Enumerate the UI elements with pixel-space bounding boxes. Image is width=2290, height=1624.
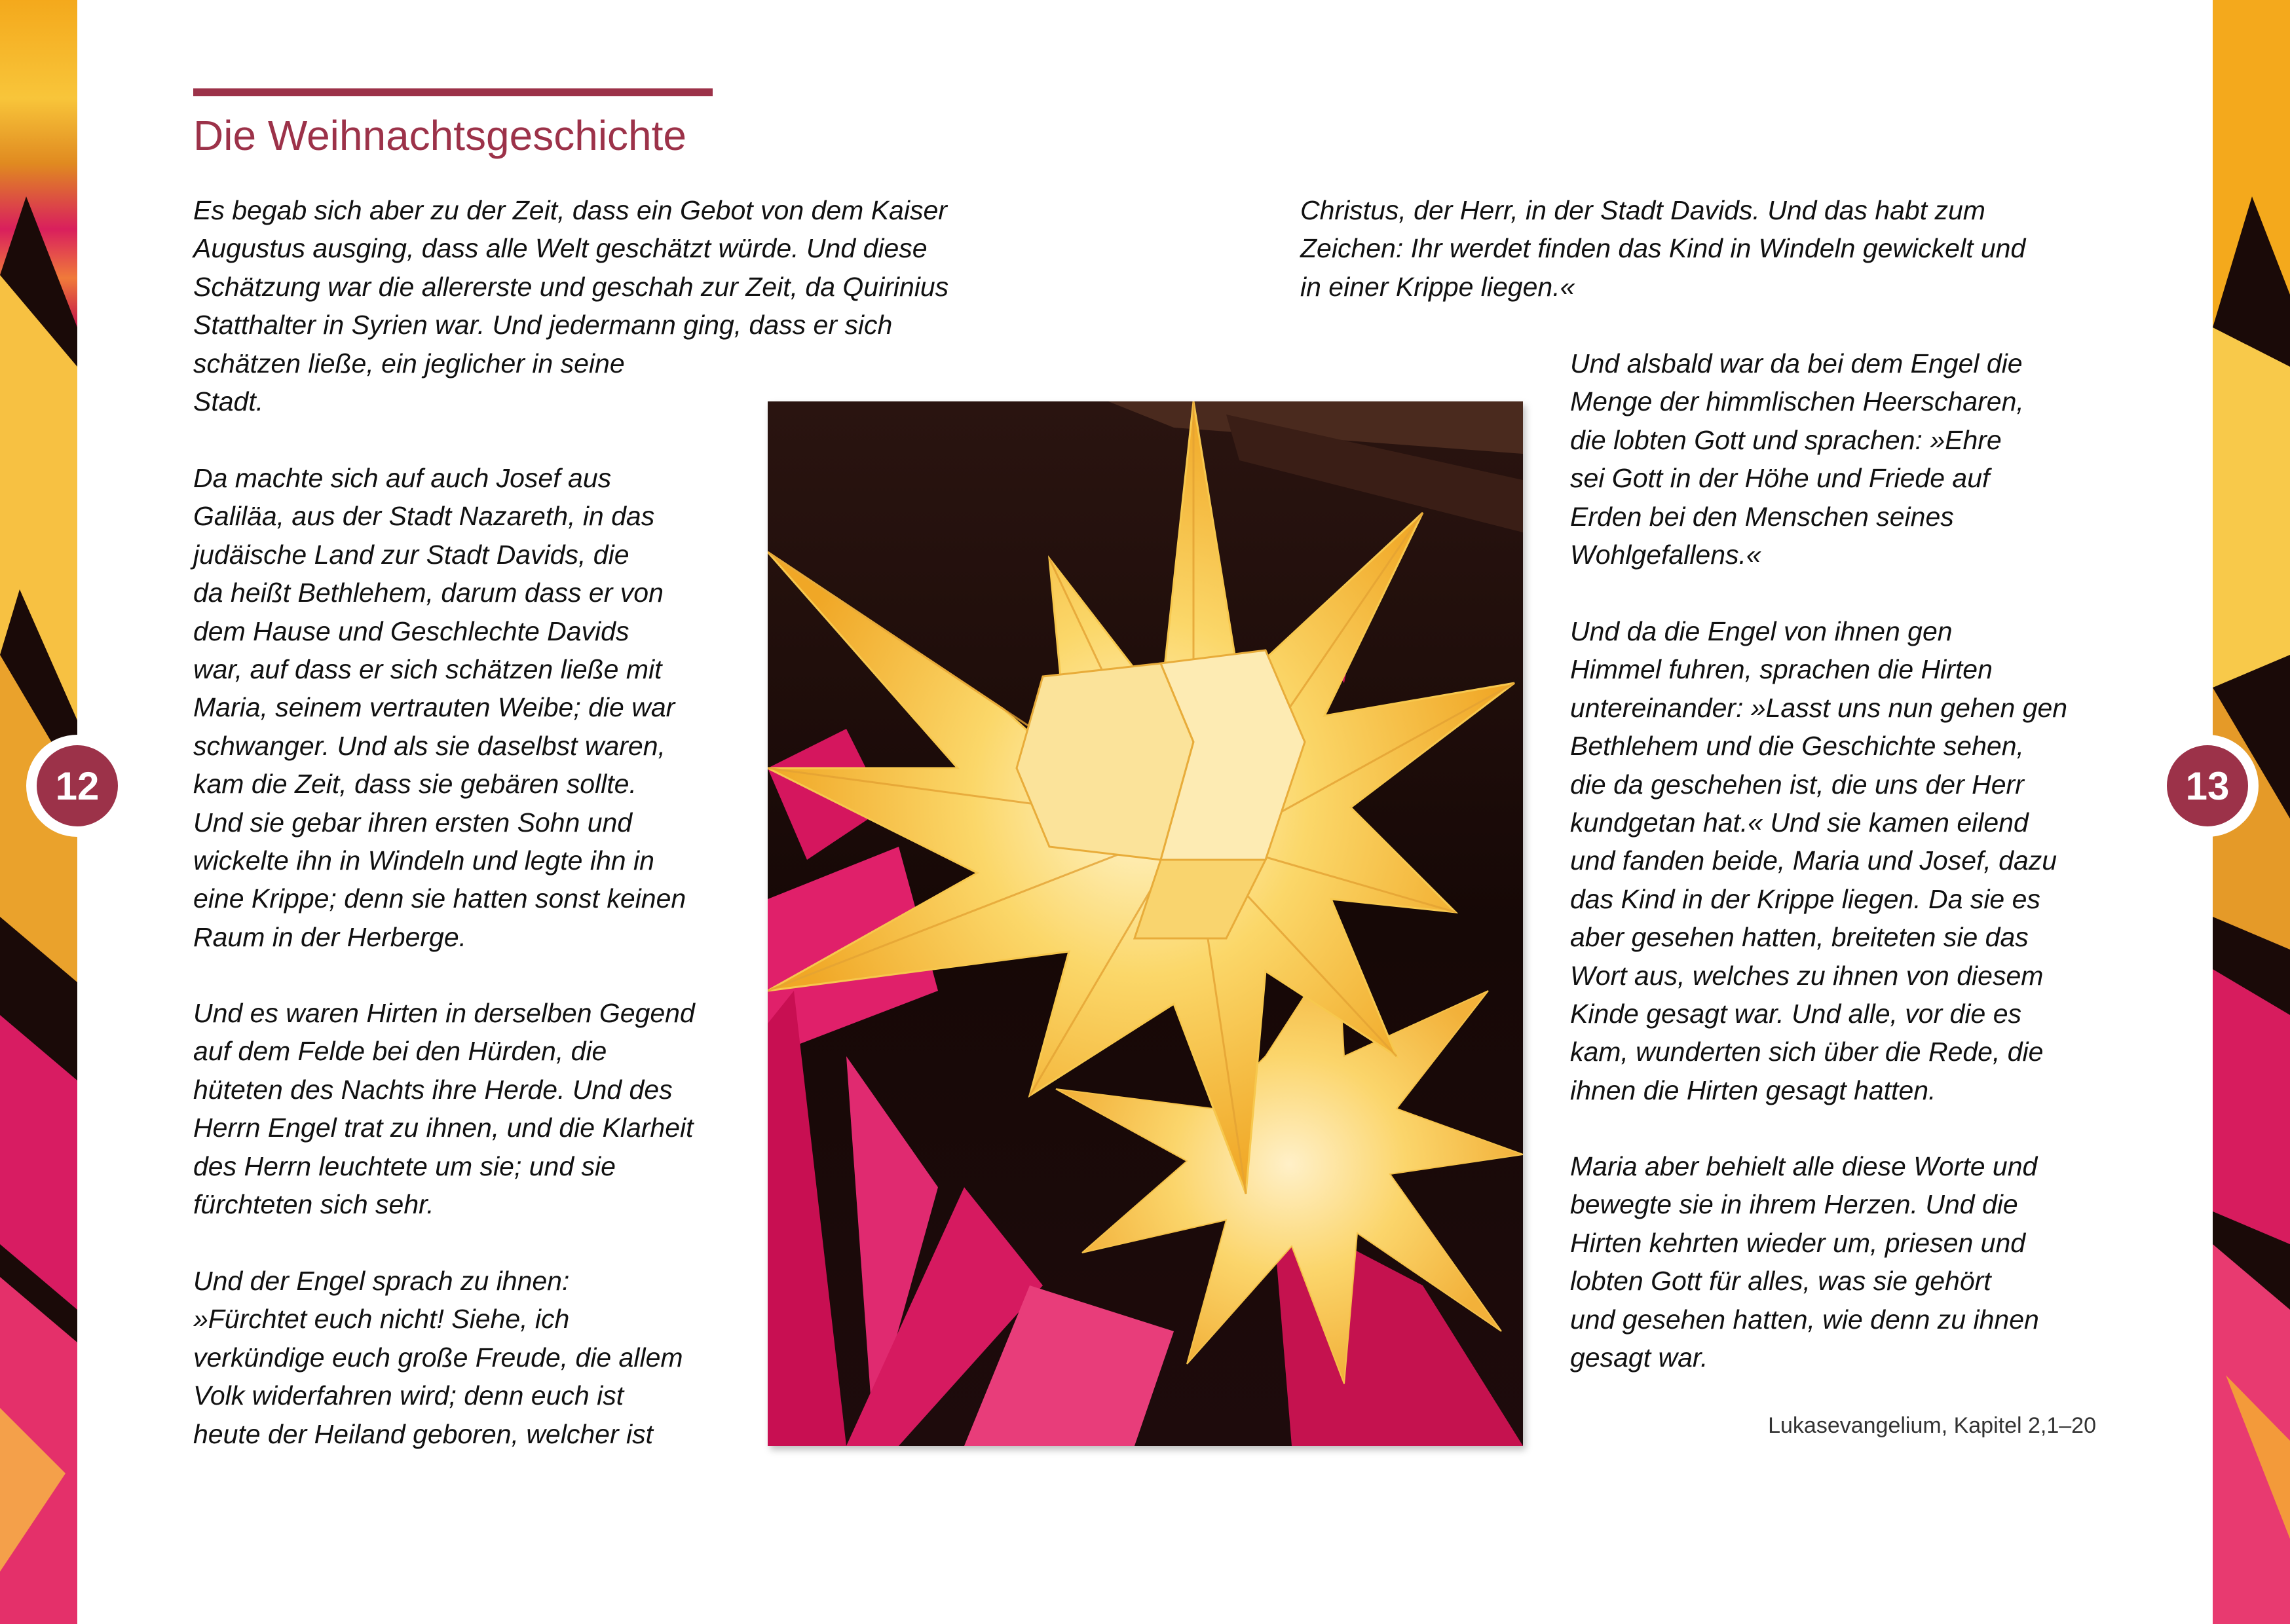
right-paragraph-2: Und alsbald war da bei dem Engel die Menge der himmlischen Heerscharen, die lobten Gott und sprachen: »Ehre sei Gott in der Höhe und Friede auf Erden bei den Menschen seines Wohlgefallens.« bbox=[1570, 348, 2024, 570]
page-title: Die Weihnachtsgeschichte bbox=[193, 112, 686, 159]
right-paragraph-4: Maria aber behielt alle diese Worte und bewegte sie in ihrem Herzen. Und die Hirten kehrten wieder um, priesen und lobten Gott für alles, was sie gehört und gesehen hatten, wie denn zu ihnen gesagt war. bbox=[1570, 1151, 2039, 1373]
page-number-right: 13 bbox=[2167, 745, 2248, 826]
left-paragraph-4: Und der Engel sprach zu ihnen: »Fürchtet euch nicht! Siehe, ich verkündige euch große Freude, die allem Volk widerfahren wird; denn euch ist heute der Heiland geboren, welcher ist bbox=[193, 1266, 683, 1449]
page-number-badge-right bbox=[2156, 735, 2259, 837]
page-number-left: 12 bbox=[37, 745, 118, 826]
right-paragraph-3: Und da die Engel von ihnen gen Himmel fuhren, sprachen die Hirten untereinander: »Lasst uns nun gehen gen Bethlehem und die Geschichte sehen, die da geschehen ist, die uns der Herr kundgetan hat.« Und sie kamen eilend und fanden beide, Maria und Josef, dazu das Kind in der Krippe liegen. Da sie es aber gesehen hatten, breiteten sie das Wort aus, welches zu ihnen von diesem Kinde gesagt war. Und alle, vor die es kam, wunderten sich über die Rede, die ihnen die Hirten gesagt hatten. bbox=[1570, 616, 2068, 1105]
scripture-source: Lukasevangelium, Kapitel 2,1–20 bbox=[1768, 1413, 2096, 1438]
page-number-badge-left bbox=[26, 735, 128, 837]
star-lanterns-photo bbox=[768, 401, 1523, 1446]
title-rule bbox=[193, 88, 713, 96]
left-paragraph-2: Da machte sich auf auch Josef aus Galiläa, aus der Stadt Nazareth, in das judäische Land zur Stadt Davids, die da heißt Bethlehem, darum dass er von dem Hause und Geschlechte Davids war, auf dass er sich schätzen ließe mit Maria, seinem vertrauten Weibe; die war schwanger. Und als sie daselbst waren, kam die Zeit, dass sie gebären sollte. Und sie gebar ihren ersten Sohn und wickelte ihn in Windeln und legte ihn in eine Krippe; denn sie hatten sonst keinen Raum in der Herberge. bbox=[193, 463, 686, 952]
left-paragraph-3: Und es waren Hirten in derselben Gegend auf dem Felde bei den Hürden, die hüteten des Nachts ihre Herde. Und des Herrn Engel trat zu ihnen, und die Klarheit des Herrn leuchtete um sie; und sie fürchteten sich sehr. bbox=[193, 998, 695, 1220]
right-paragraph-1: Christus, der Herr, in der Stadt Davids. Und das habt zum Zeichen: Ihr werdet finden das Kind in Windeln gewickelt und in einer Krippe liegen.« bbox=[1300, 195, 2026, 302]
left-paragraph-1: Es begab sich aber zu der Zeit, dass ein Gebot von dem Kaiser Augustus ausging, dass alle Welt geschätzt würde. Und diese Schätzung war die allererste und geschah zur Zeit, da Quirinius Statthalter in Syrien war. Und jedermann ging, dass er sich schätzen ließe, ein jeglicher in seine Stadt. bbox=[193, 195, 949, 417]
